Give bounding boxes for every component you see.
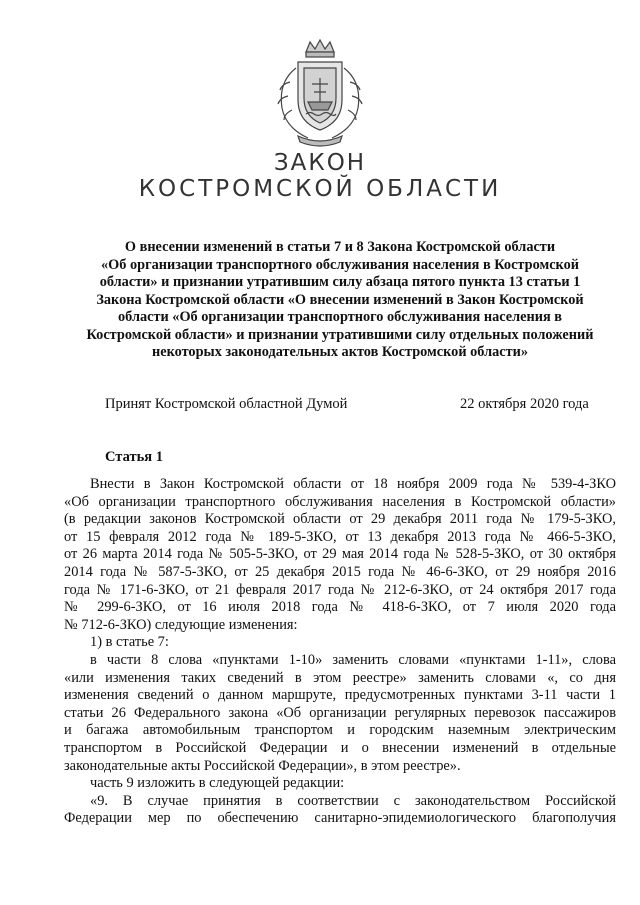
coat-of-arms-icon bbox=[268, 38, 372, 150]
body-line: «Об организации транспортного обслуживания населения в Костромской области» bbox=[64, 493, 616, 510]
body-line: транспортом в Российской Федерации и о внесении изменений в отдельные bbox=[64, 739, 616, 756]
heading-line: О внесении изменений в статьи 7 и 8 Закона Костромской области bbox=[124, 239, 556, 255]
body-line: (в редакции законов Костромской области от 29 декабря 2011 года № 179-5-ЗКО, bbox=[64, 511, 616, 528]
body-line: в части 8 слова «пунктами 1-10» заменить словами «пунктами 1-11», слова bbox=[90, 651, 616, 668]
article-body bbox=[64, 476, 616, 828]
body-line: «9. В случае принятия в соответствии с законодательством Российской bbox=[90, 792, 616, 809]
law-title-line-2: КОСТРОМСКОЙ ОБЛАСТИ bbox=[138, 176, 502, 202]
body-line: и багажа автомобильным транспортом и городским наземным электрическим bbox=[64, 722, 616, 739]
article-title: Статья 1 bbox=[105, 449, 163, 465]
adopted-date: 22 октября 2020 года bbox=[460, 396, 589, 412]
body-line: Федерации мер по обеспечению санитарно-эпидемиологического благополучия bbox=[64, 810, 616, 827]
body-line: законодательные акты Российской Федерации», в этом реестре». bbox=[64, 757, 461, 774]
body-line: Внести в Закон Костромской области от 18 ноября 2009 года № 539-4-ЗКО bbox=[90, 476, 616, 492]
body-line: часть 9 изложить в следующей редакции: bbox=[90, 775, 345, 792]
body-line: № 299-6-ЗКО, от 16 июля 2018 года № 418-6-ЗКО, от 7 июля 2020 года bbox=[64, 599, 616, 616]
body-line: от 26 марта 2014 года № 505-5-ЗКО, от 29 мая 2014 года № 528-5-ЗКО, от 30 октября bbox=[64, 546, 616, 563]
body-line: статьи 26 Федерального закона «Об организации регулярных перевозок пассажиров bbox=[64, 704, 616, 721]
heading-line: Костромской области» и признании утратившими силу отдельных положений bbox=[86, 326, 594, 343]
body-line: 2014 года № 587-5-ЗКО, от 25 декабря 2015 года № 46-6-ЗКО, от 29 ноября 2016 bbox=[64, 563, 616, 580]
heading-line: Закона Костромской области «О внесении изменений в Закон Костромской bbox=[96, 291, 584, 308]
heading-line: «Об организации транспортного обслуживания населения в Костромской bbox=[101, 256, 579, 273]
body-line: изменения сведений о данном маршруте, предусмотренных пунктами 3-11 части 1 bbox=[64, 687, 616, 704]
body-line: года № 171-6-ЗКО, от 21 февраля 2017 года № 212-6-ЗКО, от 24 октября 2017 года bbox=[64, 581, 616, 598]
body-line: от 15 февраля 2012 года № 189-5-ЗКО, от 13 декабря 2013 года № 466-5-ЗКО, bbox=[64, 528, 616, 545]
body-line: № 712-6-ЗКО) следующие изменения: bbox=[64, 616, 298, 633]
law-heading bbox=[70, 239, 610, 362]
adopted-by: Принят Костромской областной Думой bbox=[105, 396, 348, 412]
body-line: «или изменения таких сведений в этом реестре» заменить словами «, со дня bbox=[64, 669, 616, 686]
heading-line: области «Об организации транспортного обслуживания населения в bbox=[118, 309, 562, 325]
law-title-line-1: ЗАКОН bbox=[273, 150, 367, 176]
heading-line: области» и признании утратившим силу абзаца пятого пункта 13 статьи 1 bbox=[99, 274, 581, 290]
body-line: 1) в статье 7: bbox=[90, 634, 169, 651]
heading-line: некоторых законодательных актов Костромской области» bbox=[152, 344, 528, 360]
